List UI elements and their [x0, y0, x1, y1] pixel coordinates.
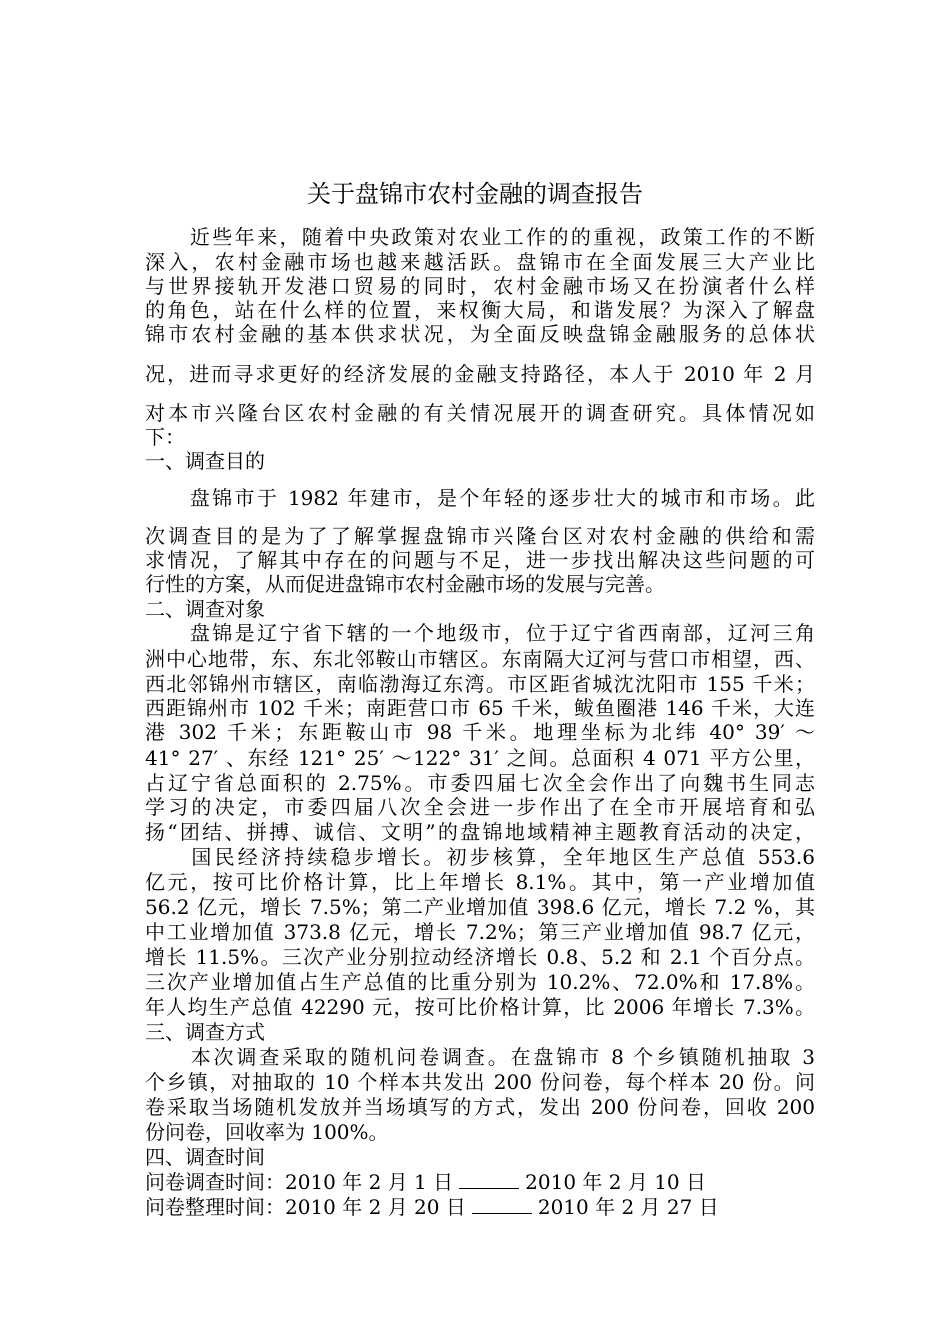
paragraph-line: 西距锦州市 102 千米；南距营口市 65 千米，鲅鱼圈港 146 千米，大连	[145, 696, 815, 720]
paragraph-line: 56.2 亿元，增长 7.5%；第二产业增加值 398.6 亿元，增长 7.2 %，其	[145, 895, 815, 919]
paragraph-line: 中工业增加值 373.8 亿元，增长 7.2%；第三产业增加值 98.7 亿元，	[145, 920, 815, 944]
paragraph-line: 年人均生产总值 42290 元，按可比价格计算，比 2006 年增长 7.3%。	[145, 995, 815, 1019]
time-row	[145, 1170, 815, 1194]
paragraph-line: 次调查目的是为了了解掌握盘锦市兴隆台区对农村金融的供给和需	[145, 524, 815, 548]
paragraph-line: 41° 27′ 、东经 121° 25′ ～122° 31′ 之间。总面积 4 071 平方公里，	[145, 746, 815, 770]
report-title: 关于盘锦市农村金融的调查报告	[307, 180, 643, 208]
paragraph-line: 的角色，站在什么样的位置，来权衡大局，和谐发展？为深入了解盘	[145, 298, 815, 322]
paragraph-line: 盘锦是辽宁省下辖的一个地级市，位于辽宁省西南部，辽河三角	[145, 621, 815, 645]
paragraph-line: 与世界接轨开发港口贸易的同时，农村金融市场又在扮演者什么样	[145, 274, 815, 298]
time-row-label: 问卷整理时间：2010 年 2 月 20 日	[145, 1195, 466, 1219]
section-heading: 三、调查方式	[145, 1020, 265, 1044]
paragraph-line: 锦市农村金融的基本供求状况，为全面反映盘锦金融服务的总体状	[145, 322, 815, 346]
paragraph-line: 对本市兴隆台区农村金融的有关情况展开的调查研究。具体情况如	[145, 401, 815, 425]
paragraph-line: 份问卷，回收率为 100%。	[145, 1120, 389, 1144]
paragraph-line: 扬“团结、拼搏、诚信、文明”的盘锦地域精神主题教育活动的决定，	[145, 820, 815, 844]
paragraph-line: 盘锦市于 1982 年建市，是个年轻的逐步壮大的城市和市场。此	[145, 486, 815, 510]
paragraph-line: 港 302 千米；东距鞍山市 98 千米。地理坐标为北纬 40° 39′ ～	[145, 720, 815, 744]
time-row	[145, 1195, 815, 1219]
time-row-label: 问卷调查时间：2010 年 2 月 1 日	[145, 1170, 454, 1194]
paragraph-line: 西北邻锦州市辖区，南临渤海辽东湾。市区距省城沈沈阳市 155 千米；	[145, 672, 815, 696]
blank-underline	[472, 1197, 532, 1214]
time-row-end: 2010 年 2 月 27 日	[537, 1195, 719, 1219]
paragraph-line: 亿元，按可比价格计算，比上年增长 8.1%。其中，第一产业增加值	[145, 870, 815, 894]
paragraph-line: 行性的方案，从而促进盘锦市农村金融市场的发展与完善。	[145, 572, 665, 596]
section-heading: 二、调查对象	[145, 597, 265, 621]
paragraph-line: 占辽宁省总面积的 2.75%。市委四届七次全会作出了向魏书生同志	[145, 771, 815, 795]
time-row-end: 2010 年 2 月 10 日	[525, 1170, 706, 1194]
paragraph-line: 本次调查采取的随机问卷调查。在盘锦市 8 个乡镇随机抽取 3	[145, 1045, 815, 1069]
paragraph-line: 个乡镇，对抽取的 10 个样本共发出 200 份问卷，每个样本 20 份。问	[145, 1070, 815, 1094]
section-heading: 一、调查目的	[145, 449, 265, 473]
paragraph-line: 三次产业增加值占生产总值的比重分别为 10.2%、72.0%和 17.8%。	[145, 970, 815, 994]
paragraph-line: 洲中心地带，东、东北邻鞍山市辖区。东南隔大辽河与营口市相望，西、	[145, 647, 815, 671]
paragraph-line: 卷采取当场随机发放并当场填写的方式，发出 200 份问卷，回收 200	[145, 1095, 815, 1119]
paragraph-line: 学习的决定，市委四届八次全会进一步作出了在全市开展培育和弘	[145, 795, 815, 819]
paragraph-line: 近些年来，随着中央政策对农业工作的的重视，政策工作的不断	[145, 225, 815, 249]
paragraph-line: 下：	[145, 425, 185, 449]
paragraph-line: 深入，农村金融市场也越来越活跃。盘锦市在全面发展三大产业比	[145, 250, 815, 274]
paragraph-line: 求情况，了解其中存在的问题与不足，进一步找出解决这些问题的可	[145, 548, 815, 572]
section-heading: 四、调查时间	[145, 1145, 265, 1169]
blank-underline	[459, 1172, 519, 1189]
paragraph-line: 增长 11.5%。三次产业分别拉动经济增长 0.8、5.2 和 2.1 个百分点。	[145, 945, 815, 969]
paragraph-line: 国民经济持续稳步增长。初步核算，全年地区生产总值 553.6	[145, 845, 815, 869]
paragraph-line: 况，进而寻求更好的经济发展的金融支持路径，本人于 2010 年 2 月	[145, 362, 815, 386]
